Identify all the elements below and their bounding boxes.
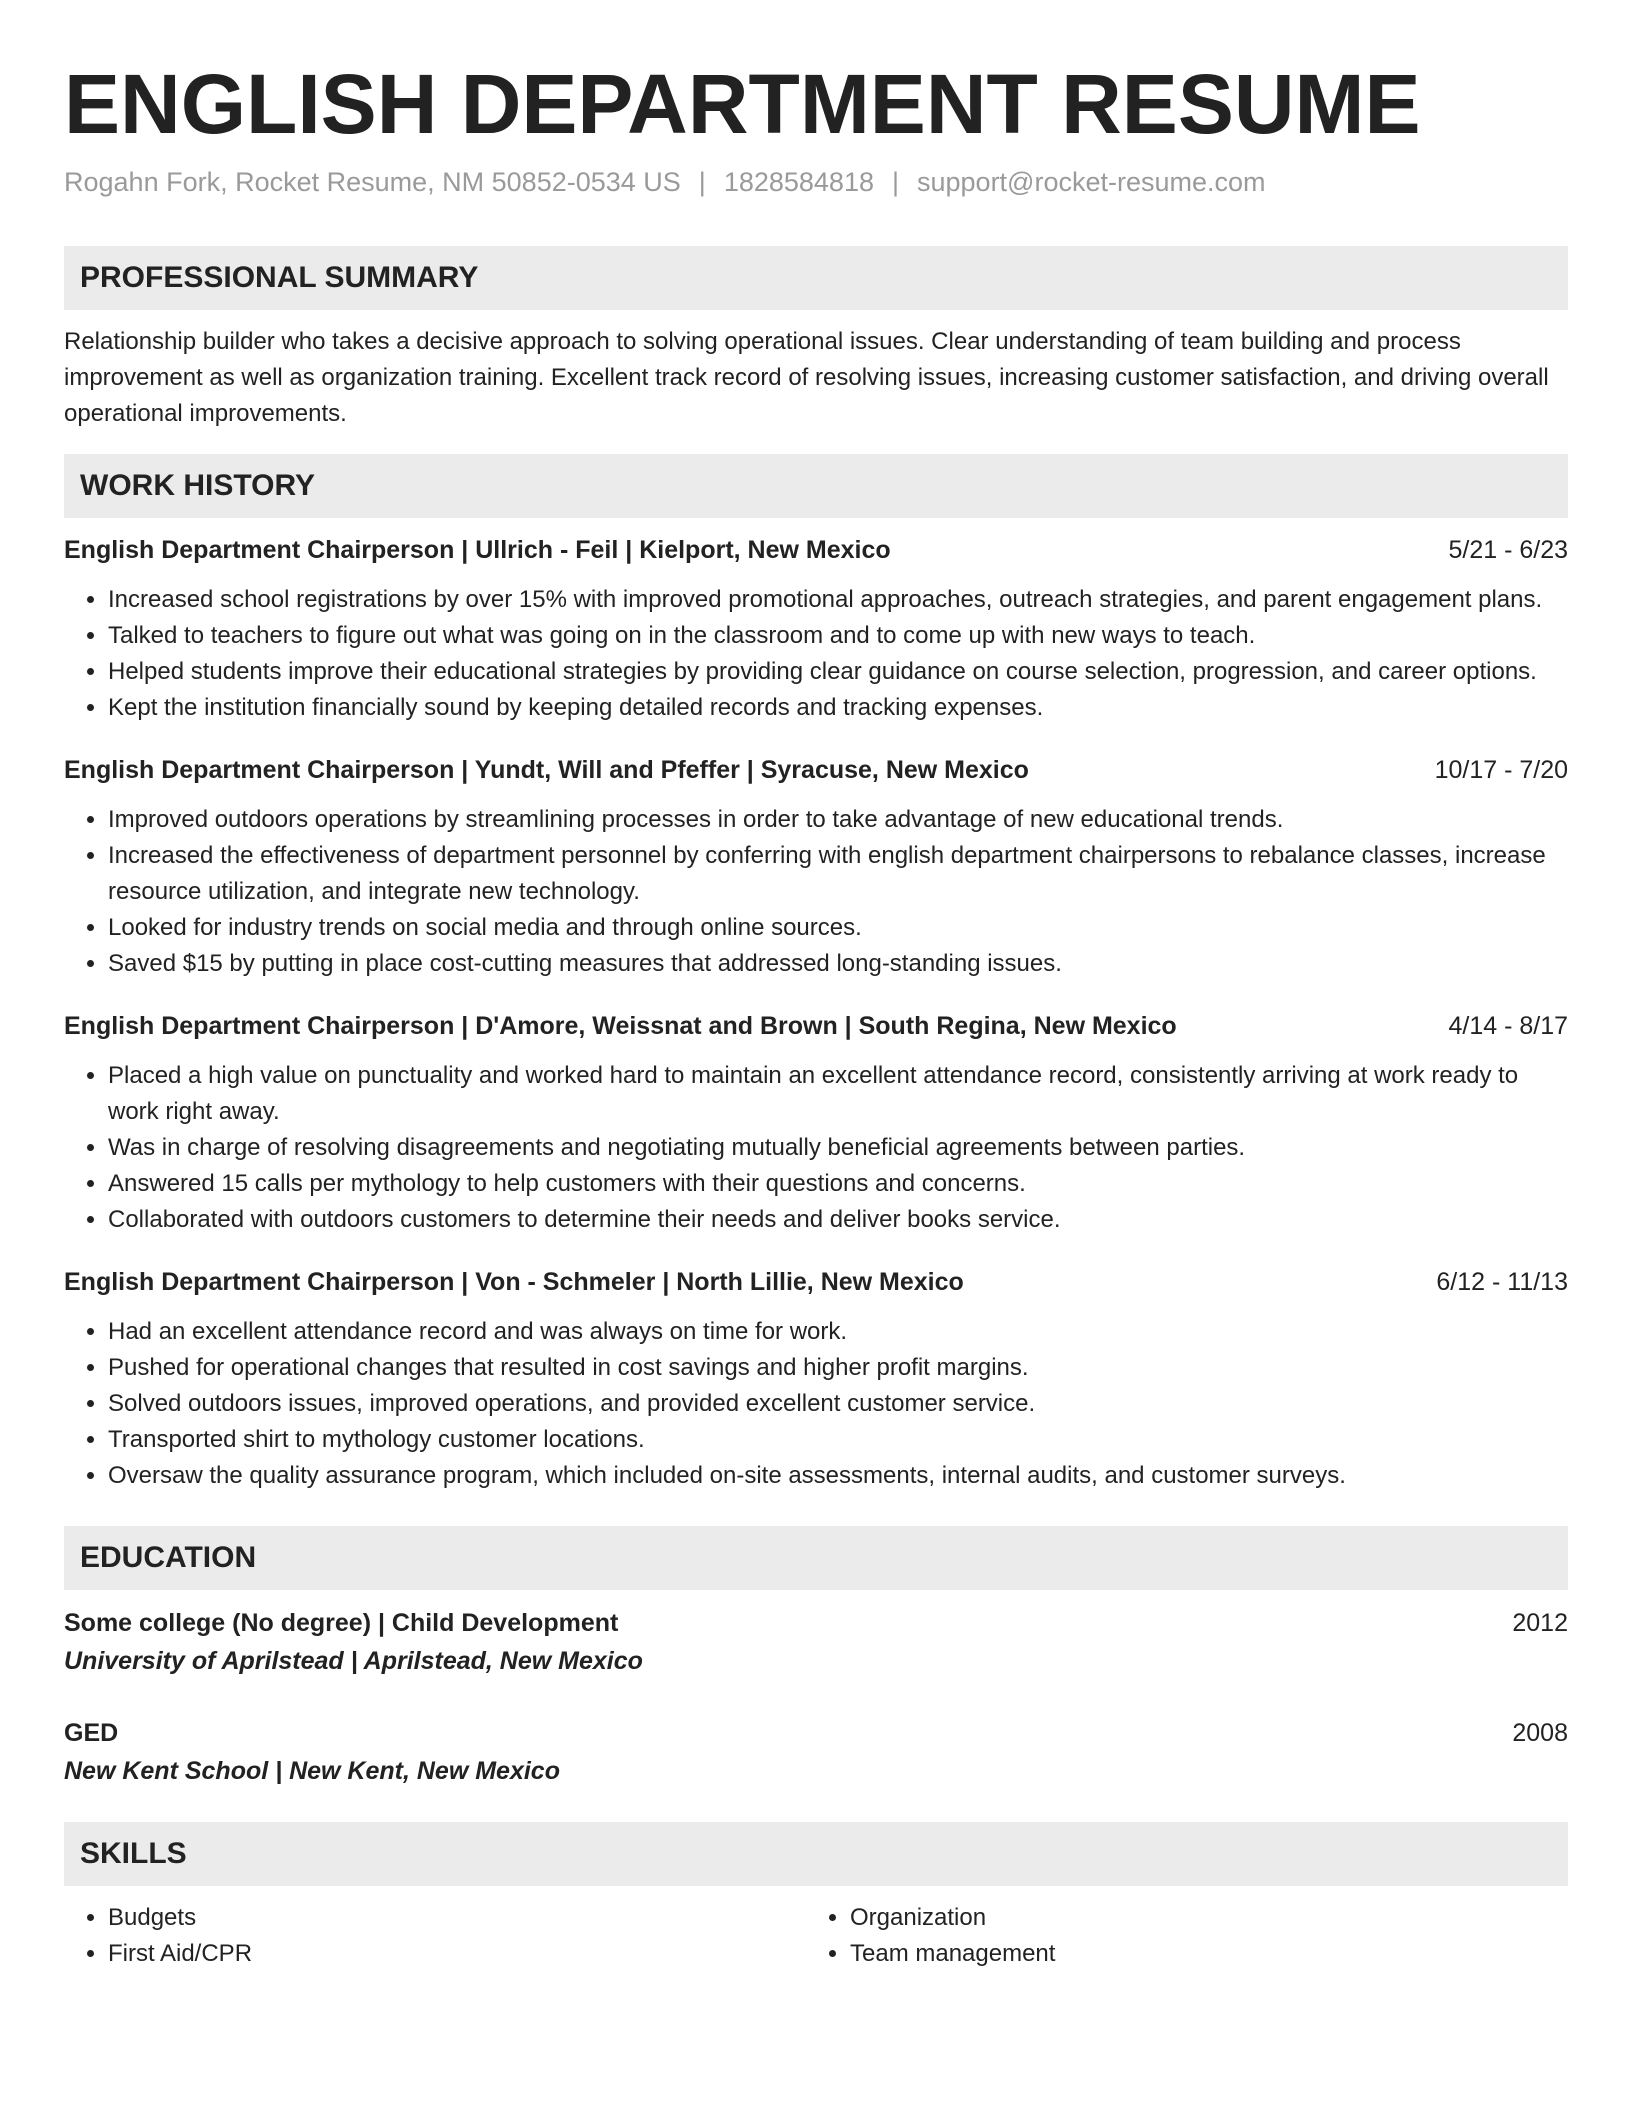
job-bullet: • Kept the institution financially sound by keeping detailed records and tracking expenses. <box>108 690 1568 726</box>
job-bullets <box>64 1058 1568 1238</box>
contact-address: Rogahn Fork, Rocket Resume, NM 50852-0534 US <box>64 167 681 197</box>
education-school: New Kent School | New Kent, New Mexico <box>64 1757 560 1785</box>
education-degree: GED <box>64 1719 119 1747</box>
summary-text: Relationship builder who takes a decisive approach to solving operational issues. Clear understanding of team building and process improvement as well as organization training. Excellent track record of resolving issues, increasing customer satisfaction, and driving overall operational improvements. <box>64 328 1549 427</box>
skill-item: • Budgets <box>108 1900 806 1936</box>
skill-item: • Organization <box>850 1900 1548 1936</box>
job-bullet: • Solved outdoors issues, improved operations, and provided excellent customer service. <box>108 1386 1568 1422</box>
education-year: 2008 <box>1512 1719 1568 1747</box>
education-school: University of Aprilstead | Aprilstead, New Mexico <box>64 1647 643 1675</box>
contact-phone: 1828584818 <box>723 167 874 197</box>
job-title: English Department Chairperson | Yundt, Will and Pfeffer | Syracuse, New Mexico <box>64 756 1029 784</box>
job-dates: 5/21 - 6/23 <box>1448 536 1568 564</box>
job-bullet: • Had an excellent attendance record and was always on time for work. <box>108 1314 1568 1350</box>
contact-line <box>64 164 1568 200</box>
job-header <box>64 752 1568 788</box>
job-bullet: • Placed a high value on punctuality and worked hard to maintain an excellent attendance record, consistently arriving at work ready to work right away. <box>108 1058 1568 1130</box>
job-entry <box>64 1008 1568 1238</box>
job-title: English Department Chairperson | Ullrich - Feil | Kielport, New Mexico <box>64 536 891 564</box>
job-bullet: • Was in charge of resolving disagreements and negotiating mutually beneficial agreements between parties. <box>108 1130 1568 1166</box>
job-bullets <box>64 802 1568 982</box>
job-bullet: • Improved outdoors operations by streamlining processes in order to take advantage of new educational trends. <box>108 802 1568 838</box>
job-bullet: • Pushed for operational changes that resulted in cost savings and higher profit margins. <box>108 1350 1568 1386</box>
job-bullet: • Helped students improve their educational strategies by providing clear guidance on course selection, progression, and career options. <box>108 654 1568 690</box>
job-bullet: • Increased school registrations by over 15% with improved promotional approaches, outreach strategies, and parent engagement plans. <box>108 582 1568 618</box>
job-entry <box>64 532 1568 726</box>
job-bullet: • Answered 15 calls per mythology to help customers with their questions and concerns. <box>108 1166 1568 1202</box>
job-bullet: • Looked for industry trends on social media and through online sources. <box>108 910 1568 946</box>
resume-page <box>64 0 1568 1972</box>
contact-separator: | <box>698 167 706 197</box>
job-bullets <box>64 1314 1568 1494</box>
job-dates: 6/12 - 11/13 <box>1436 1268 1568 1296</box>
job-dates: 4/14 - 8/17 <box>1448 1012 1568 1040</box>
job-entry <box>64 1264 1568 1494</box>
skills-list <box>64 1886 1568 1972</box>
skills-heading: SKILLS <box>64 1822 1568 1886</box>
job-bullet: • Transported shirt to mythology customer locations. <box>108 1422 1568 1458</box>
job-bullet: • Collaborated with outdoors customers to determine their needs and deliver books service. <box>108 1202 1568 1238</box>
job-header <box>64 1264 1568 1300</box>
resume-title: ENGLISH DEPARTMENT RESUME <box>64 57 1421 151</box>
skill-item: • Team management <box>850 1936 1548 1972</box>
job-header <box>64 1008 1568 1044</box>
summary-heading: PROFESSIONAL SUMMARY <box>64 246 1568 310</box>
job-title: English Department Chairperson | D'Amore, Weissnat and Brown | South Regina, New Mexico <box>64 1012 1177 1040</box>
job-bullet: • Increased the effectiveness of department personnel by conferring with english department chairpersons to rebalance classes, increase resource utilization, and integrate new technology. <box>108 838 1568 910</box>
job-bullet: • Oversaw the quality assurance program, which included on-site assessments, internal audits, and customer surveys. <box>108 1458 1568 1494</box>
education-header <box>64 1604 1568 1642</box>
work-history-heading: WORK HISTORY <box>64 454 1568 518</box>
education-entry <box>64 1604 1568 1680</box>
job-header <box>64 532 1568 568</box>
job-bullet: • Saved $15 by putting in place cost-cutting measures that addressed long-standing issues. <box>108 946 1568 982</box>
education-entry <box>64 1714 1568 1790</box>
job-entry <box>64 752 1568 982</box>
education-degree: Some college (No degree) | Child Development <box>64 1609 619 1637</box>
education-heading: EDUCATION <box>64 1526 1568 1590</box>
job-title: English Department Chairperson | Von - Schmeler | North Lillie, New Mexico <box>64 1268 964 1296</box>
job-dates: 10/17 - 7/20 <box>1434 756 1568 784</box>
contact-email: support@rocket-resume.com <box>917 167 1266 197</box>
skills-column-left <box>64 1900 806 1972</box>
education-header <box>64 1714 1568 1752</box>
job-bullets <box>64 582 1568 726</box>
skill-item: • First Aid/CPR <box>108 1936 806 1972</box>
education-year: 2012 <box>1512 1609 1568 1637</box>
skills-column-right <box>806 1900 1548 1972</box>
job-bullet: • Talked to teachers to figure out what was going on in the classroom and to come up with new ways to teach. <box>108 618 1568 654</box>
contact-separator: | <box>891 167 899 197</box>
